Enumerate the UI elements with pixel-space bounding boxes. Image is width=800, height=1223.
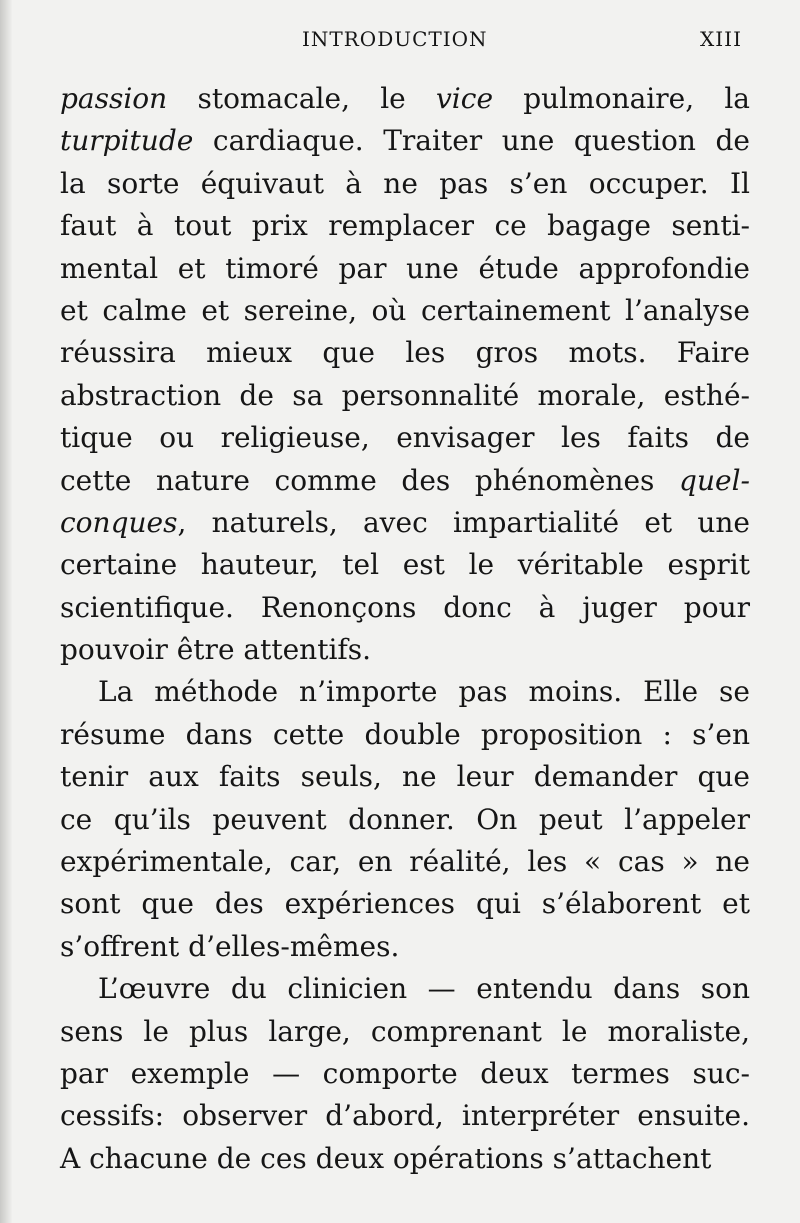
text-run: la sorte équivaut à ne pas s’en occuper. Il [60, 166, 750, 200]
text-run: pulmonaire, la [493, 82, 751, 115]
text-run: sens le plus large, comprenant le moraliste, [60, 1014, 750, 1048]
text-run: résume dans cette double proposition : s’en [60, 717, 750, 751]
text-run: par exemple — comporte deux termes suc- [60, 1056, 750, 1090]
text-run: mental et timoré par une étude approfondie [60, 251, 750, 285]
running-head [62, 27, 742, 53]
text-line [60, 968, 750, 1010]
page-number: XIII [700, 27, 742, 51]
text-run: s’offrent d’elles-mêmes. [60, 929, 400, 963]
text-line [60, 1053, 750, 1095]
body-text [60, 78, 750, 1180]
text-line [60, 375, 750, 417]
text-run: réussira mieux que les gros mots. Faire [60, 336, 750, 370]
italic-word: quel- [679, 463, 750, 497]
paragraph [60, 968, 750, 1180]
text-line [60, 629, 750, 671]
paragraph [60, 671, 750, 968]
text-run: scientifique. Renonçons donc à juger pour [60, 590, 750, 624]
text-run: tenir aux faits seuls, ne leur demander que [60, 760, 750, 794]
text-run: ce qu’ils peuvent donner. On peut l’appeler [60, 802, 750, 836]
text-run: sont que des expériences qui s’élaborent et [60, 887, 750, 921]
page-edge-shadow [0, 0, 12, 1223]
italic-word: passion [60, 82, 168, 115]
italic-word: turpitude [60, 124, 194, 158]
text-line [60, 714, 750, 756]
text-run: tique ou religieuse, envisager les faits de [60, 421, 750, 455]
text-line [60, 756, 750, 798]
text-line [60, 841, 750, 883]
text-run: expérimentale, car, en réalité, les « cas » ne [60, 845, 750, 879]
text-line [60, 120, 750, 162]
text-run: certaine hauteur, tel est le véritable esprit [60, 548, 750, 582]
text-line [60, 1011, 750, 1053]
text-run: La méthode n’importe pas moins. Elle se [98, 675, 750, 709]
text-run: cessifs: observer d’abord, interpréter ensuite. [60, 1099, 750, 1133]
running-head-title: INTRODUCTION [302, 27, 488, 51]
text-run: cardiaque. Traiter une question de [193, 124, 750, 158]
paragraph [60, 78, 750, 671]
text-line [60, 1138, 750, 1180]
text-line [60, 248, 750, 290]
text-line [60, 163, 750, 205]
text-line [60, 544, 750, 586]
text-run: A chacune de ces deux opérations s’attachent [60, 1141, 712, 1175]
text-run: , naturels, avec impartialité et une [177, 505, 750, 539]
text-line [60, 587, 750, 629]
text-line [60, 883, 750, 925]
text-line [60, 799, 750, 841]
text-line [60, 332, 750, 374]
text-line [60, 926, 750, 968]
text-line [60, 78, 750, 120]
text-line [60, 290, 750, 332]
italic-word: vice [435, 82, 494, 115]
text-run: et calme et sereine, où certainement l’analyse [60, 293, 750, 327]
text-line [60, 460, 750, 502]
text-line [60, 1095, 750, 1137]
text-run: cette nature comme des phénomènes [60, 463, 680, 497]
text-line [60, 205, 750, 247]
text-run: abstraction de sa personnalité morale, esthé- [60, 378, 750, 412]
text-run: pouvoir être attentifs. [60, 633, 372, 667]
text-line [60, 671, 750, 713]
text-line [60, 502, 750, 544]
text-run: stomacale, le [167, 82, 436, 115]
text-run: L’œuvre du clinicien — entendu dans son [98, 972, 750, 1006]
italic-word: conques [60, 505, 178, 539]
text-run: faut à tout prix remplacer ce bagage senti- [60, 209, 750, 243]
text-line [60, 417, 750, 459]
